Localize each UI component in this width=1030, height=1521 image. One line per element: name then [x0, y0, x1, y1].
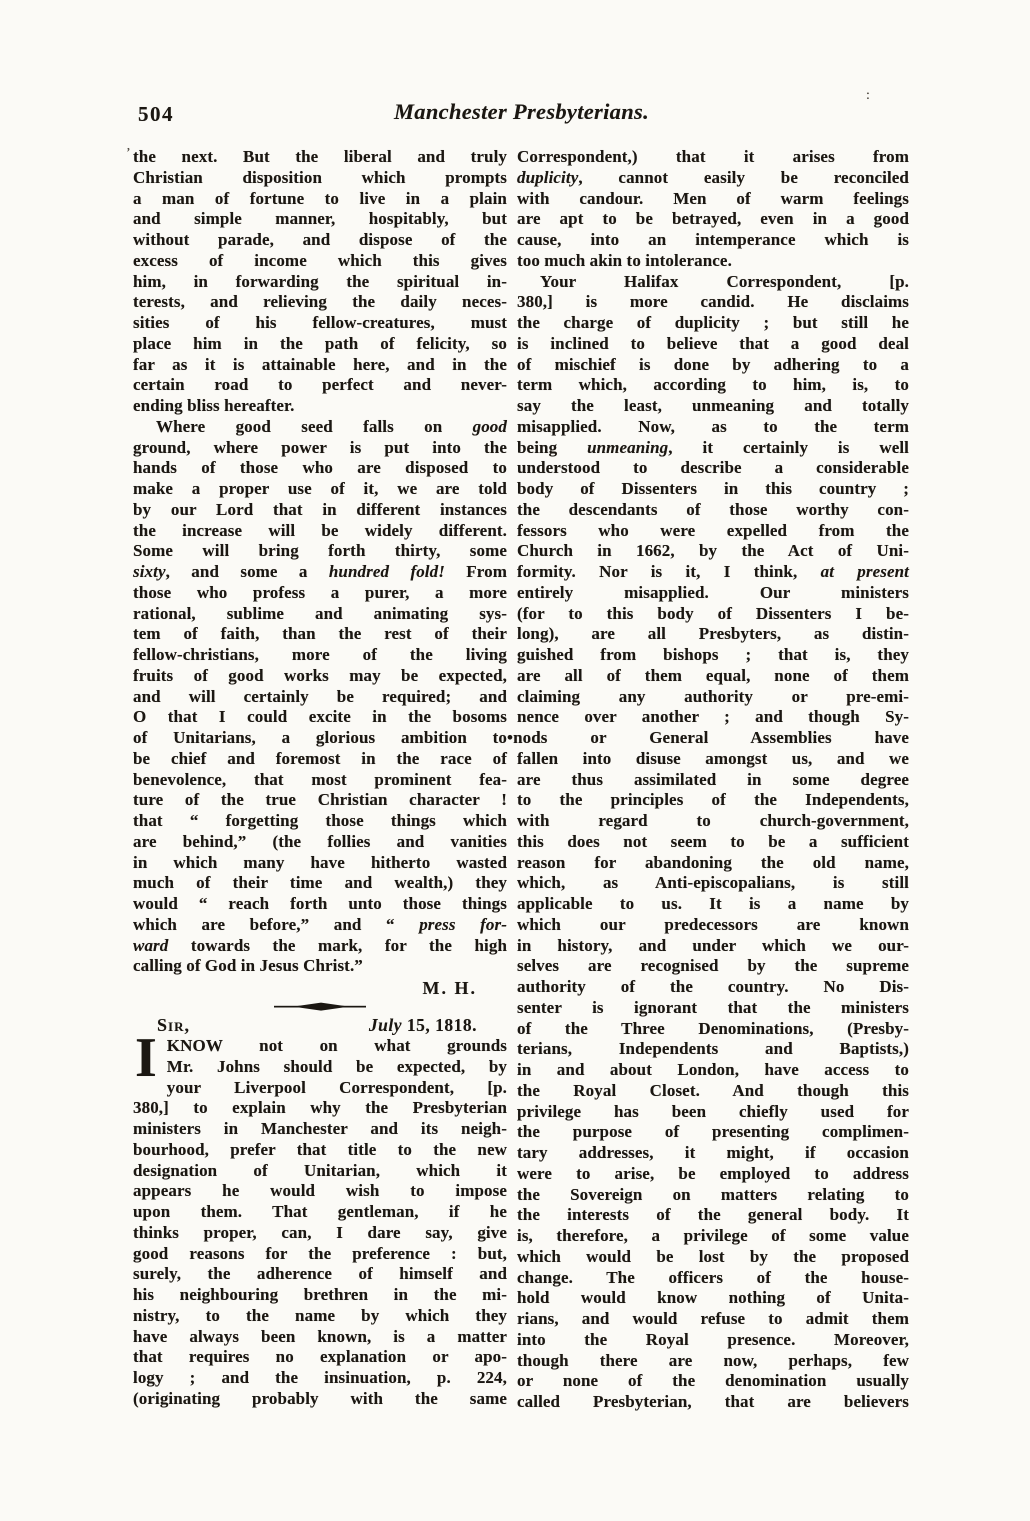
paragraph	[507, 271, 910, 1413]
text-line: 380,] is more candid. He disclaims	[517, 292, 909, 312]
text-line: the Royal Closet. And though this	[517, 1080, 909, 1100]
text-line: are thus assimilated in some degree	[517, 769, 909, 789]
text-line: sixty, and some a hundred fold! From	[133, 562, 507, 581]
letter-date: July 15, 1818.	[368, 1015, 477, 1035]
text-line: the increase will be widely different.	[133, 520, 507, 540]
paragraph	[133, 1027, 507, 1410]
text-line: benevolence, that most prominent fea-	[133, 769, 507, 789]
text-line: being unmeaning, it certainly is well	[517, 437, 910, 457]
right-text-column	[507, 147, 910, 1413]
text-line: tary addresses, it might, if occasion	[517, 1143, 909, 1162]
text-line: with regard to church-government,	[517, 811, 909, 830]
text-line: duplicity, cannot easily be reconciled	[517, 167, 909, 187]
text-line: claiming any authority or pre-emi-	[517, 686, 909, 706]
text-line: (for to this body of Dissenters I be-	[517, 603, 909, 623]
text-line: far as it is attainable here, and in the	[133, 354, 507, 374]
text-line: much of their time and wealth,) they	[133, 873, 507, 893]
text-line: of Unitarians, a glorious ambition to	[133, 728, 507, 747]
text-line: Mr. Johns should be expected, by	[166, 1056, 507, 1076]
text-line: Your Halifax Correspondent, [p.	[540, 271, 909, 291]
paragraph	[517, 147, 909, 272]
text-line: of mischief is done by adhering to a	[517, 354, 909, 374]
text-line: in history, and under which we our-	[517, 935, 909, 955]
text-line: cause, into an intemperance which is	[517, 230, 909, 249]
text-line: in and about London, have access to	[517, 1060, 909, 1079]
text-line: or none of the denomination usually	[517, 1371, 909, 1391]
text-line: designation of Unitarian, which it	[133, 1160, 507, 1180]
text-line: ending bliss hereafter.	[133, 396, 295, 415]
text-line: thinks proper, can, I dare say, give	[133, 1222, 507, 1242]
text-line: the purpose of presenting complimen-	[517, 1122, 909, 1142]
text-line: excess of income which this gives	[133, 250, 507, 270]
text-line: the descendants of those worthy con-	[517, 499, 909, 519]
text-line: Where good seed falls on good	[156, 416, 507, 436]
drop-cap: I	[135, 1027, 157, 1089]
text-line: fessors who were expelled from the	[517, 520, 909, 540]
text-line: the charge of duplicity ; but still he	[517, 313, 909, 332]
text-line: ministers in Manchester and its neigh-	[133, 1119, 507, 1138]
text-line: term which, according to him, is, to	[517, 375, 909, 395]
text-line: sities of his fellow-creatures, must	[133, 313, 507, 332]
text-line: fallen into disuse amongst us, and we	[517, 748, 909, 768]
text-line: fruits of good works may be expected,	[133, 665, 507, 685]
text-line: of the Three Denominations, (Presby-	[517, 1018, 909, 1038]
text-line: which our predecessors are known	[517, 914, 909, 934]
text-line: which, as Anti-episcopalians, is still	[517, 873, 909, 893]
text-line: the Sovereign on matters relating to	[517, 1184, 909, 1204]
text-line: nistry, to the name by which they	[133, 1305, 507, 1325]
text-line: are apt to be betrayed, even in a good	[517, 209, 909, 229]
text-line: Correspondent,) that it arises from	[517, 147, 909, 166]
page-number: 504	[138, 102, 174, 126]
text-line: a man of fortune to live in a plain	[133, 188, 507, 208]
paragraph	[133, 417, 507, 977]
text-line: is, therefore, a privilege of some value	[517, 1226, 909, 1245]
text-line: this does not seem to be a sufficient	[517, 831, 909, 851]
text-line: by our Lord that in different instances	[133, 499, 507, 519]
text-line: •nods or General Assemblies have	[507, 728, 909, 747]
text-line: are all of them equal, none of them	[517, 665, 909, 685]
text-line: those who profess a purer, a more	[133, 582, 507, 602]
text-line: in which many have hitherto wasted	[133, 852, 507, 872]
text-line: which are before,” and “ press for-	[133, 914, 507, 934]
text-line: guished from bishops ; that is, they	[517, 645, 909, 664]
text-line: to the principles of the Independents,	[517, 790, 909, 810]
text-line: good reasons for the preference : but,	[133, 1243, 507, 1263]
text-line: the next. But the liberal and truly	[133, 147, 507, 166]
text-line: his neighbouring brethren in the mi-	[133, 1285, 507, 1304]
text-line: Church in 1662, by the Act of Uni-	[517, 541, 909, 561]
text-line: ward towards the mark, for the high	[133, 935, 507, 955]
text-line: without parade, and dispose of the	[133, 230, 507, 249]
text-line: nence over another ; and though Sy-	[517, 707, 909, 727]
text-line: privilege has been chiefly used for	[517, 1101, 909, 1121]
text-line: logy ; and the insinuation, p. 224,	[133, 1368, 507, 1387]
text-line: him, in forwarding the spiritual in-	[133, 271, 507, 291]
divider-rule-icon	[274, 1001, 366, 1013]
text-line: fellow-christians, more of the living	[133, 645, 507, 664]
text-line: senter is ignorant that the ministers	[517, 997, 909, 1017]
text-line: formity. Nor is it, I think, at present	[517, 562, 909, 581]
text-line: KNOW not on what grounds	[166, 1036, 507, 1055]
text-line: make a proper use of it, we are told	[133, 479, 507, 498]
text-line: ground, where power is put into the	[133, 437, 507, 457]
salutation-dateline	[133, 1015, 507, 1036]
text-line: body of Dissenters in this country ;	[517, 479, 909, 498]
text-line: selves are recognised by the supreme	[517, 956, 909, 976]
text-line: understood to describe a considerable	[517, 458, 909, 478]
text-line: hands of those who are disposed to	[133, 458, 507, 478]
text-line: surely, the adherence of himself and	[133, 1264, 507, 1284]
text-line: O that I could excite in the bosoms	[133, 707, 507, 727]
salutation: Sir,	[157, 1015, 190, 1035]
text-line: appears he would wish to impose	[133, 1181, 507, 1201]
text-line: rians, and would refuse to admit them	[517, 1309, 909, 1328]
author-signature: M. H.	[422, 978, 477, 998]
text-line: which would be lost by the proposed	[517, 1246, 909, 1266]
text-line: entirely misapplied. Our ministers	[517, 582, 909, 602]
section-divider	[133, 999, 507, 1015]
text-line: misapplied. Now, as to the term	[517, 416, 909, 436]
text-line: terests, and relieving the daily neces-	[133, 292, 507, 312]
scan-artifact: ʼ	[126, 146, 131, 161]
text-line: is inclined to believe that a good deal	[517, 333, 909, 353]
text-line: say the least, unmeaning and totally	[517, 396, 909, 415]
text-line: (originating probably with the same	[133, 1388, 507, 1408]
text-line: the interests of the general body. It	[517, 1205, 909, 1225]
text-line: hold would know nothing of Unita-	[517, 1288, 909, 1308]
text-line: reason for abandoning the old name,	[517, 852, 909, 872]
text-line: though there are now, perhaps, few	[517, 1350, 909, 1370]
text-line: long), are all Presbyters, as distin-	[517, 624, 909, 644]
text-line: tem of faith, than the rest of their	[133, 624, 507, 644]
text-line: into the Royal presence. Moreover,	[517, 1329, 909, 1349]
text-line: your Liverpool Correspondent, [p.	[166, 1077, 507, 1097]
text-line: would “ reach forth unto those things	[133, 894, 507, 913]
text-line: Some will bring forth thirty, some	[133, 541, 507, 561]
text-line: are behind,” (the follies and vanities	[133, 831, 507, 851]
paragraph	[133, 147, 507, 417]
text-line: and will certainly be required; and	[133, 686, 507, 706]
text-line: applicable to us. It is a name by	[517, 894, 909, 913]
text-line: have always been known, is a matter	[133, 1326, 507, 1346]
text-line: authority of the country. No Dis-	[517, 977, 909, 996]
text-line: that requires no explanation or apo-	[133, 1347, 507, 1367]
text-line: place him in the path of felicity, so	[133, 333, 507, 353]
text-line: upon them. That gentleman, if he	[133, 1202, 507, 1221]
page-title: Manchester Presbyterians.	[394, 99, 649, 124]
text-line: that “ forgetting those things which	[133, 811, 507, 830]
text-line: too much akin to intolerance.	[517, 250, 732, 270]
text-line: and simple manner, hospitably, but	[133, 209, 507, 229]
text-line: ture of the true Christian character !	[133, 790, 507, 810]
text-line: 380,] to explain why the Presbyterian	[133, 1098, 507, 1118]
text-line: were to arise, be employed to address	[517, 1163, 909, 1183]
text-line: change. The officers of the house-	[517, 1267, 909, 1287]
text-line: be chief and foremost in the race of	[133, 748, 507, 768]
text-line: rational, sublime and animating sys-	[133, 603, 507, 623]
text-line: Christian disposition which prompts	[133, 167, 507, 187]
text-line: calling of God in Jesus Christ.”	[133, 956, 363, 976]
text-line: terians, Independents and Baptists,)	[517, 1039, 909, 1059]
text-line: called Presbyterian, that are believers	[517, 1392, 909, 1411]
left-text-column	[133, 147, 507, 1410]
scan-artifact: :	[866, 88, 870, 103]
text-line: bourhood, prefer that title to the new	[133, 1139, 507, 1159]
text-line: certain road to perfect and never-	[133, 375, 507, 395]
text-line: with candour. Men of warm feelings	[517, 188, 909, 208]
